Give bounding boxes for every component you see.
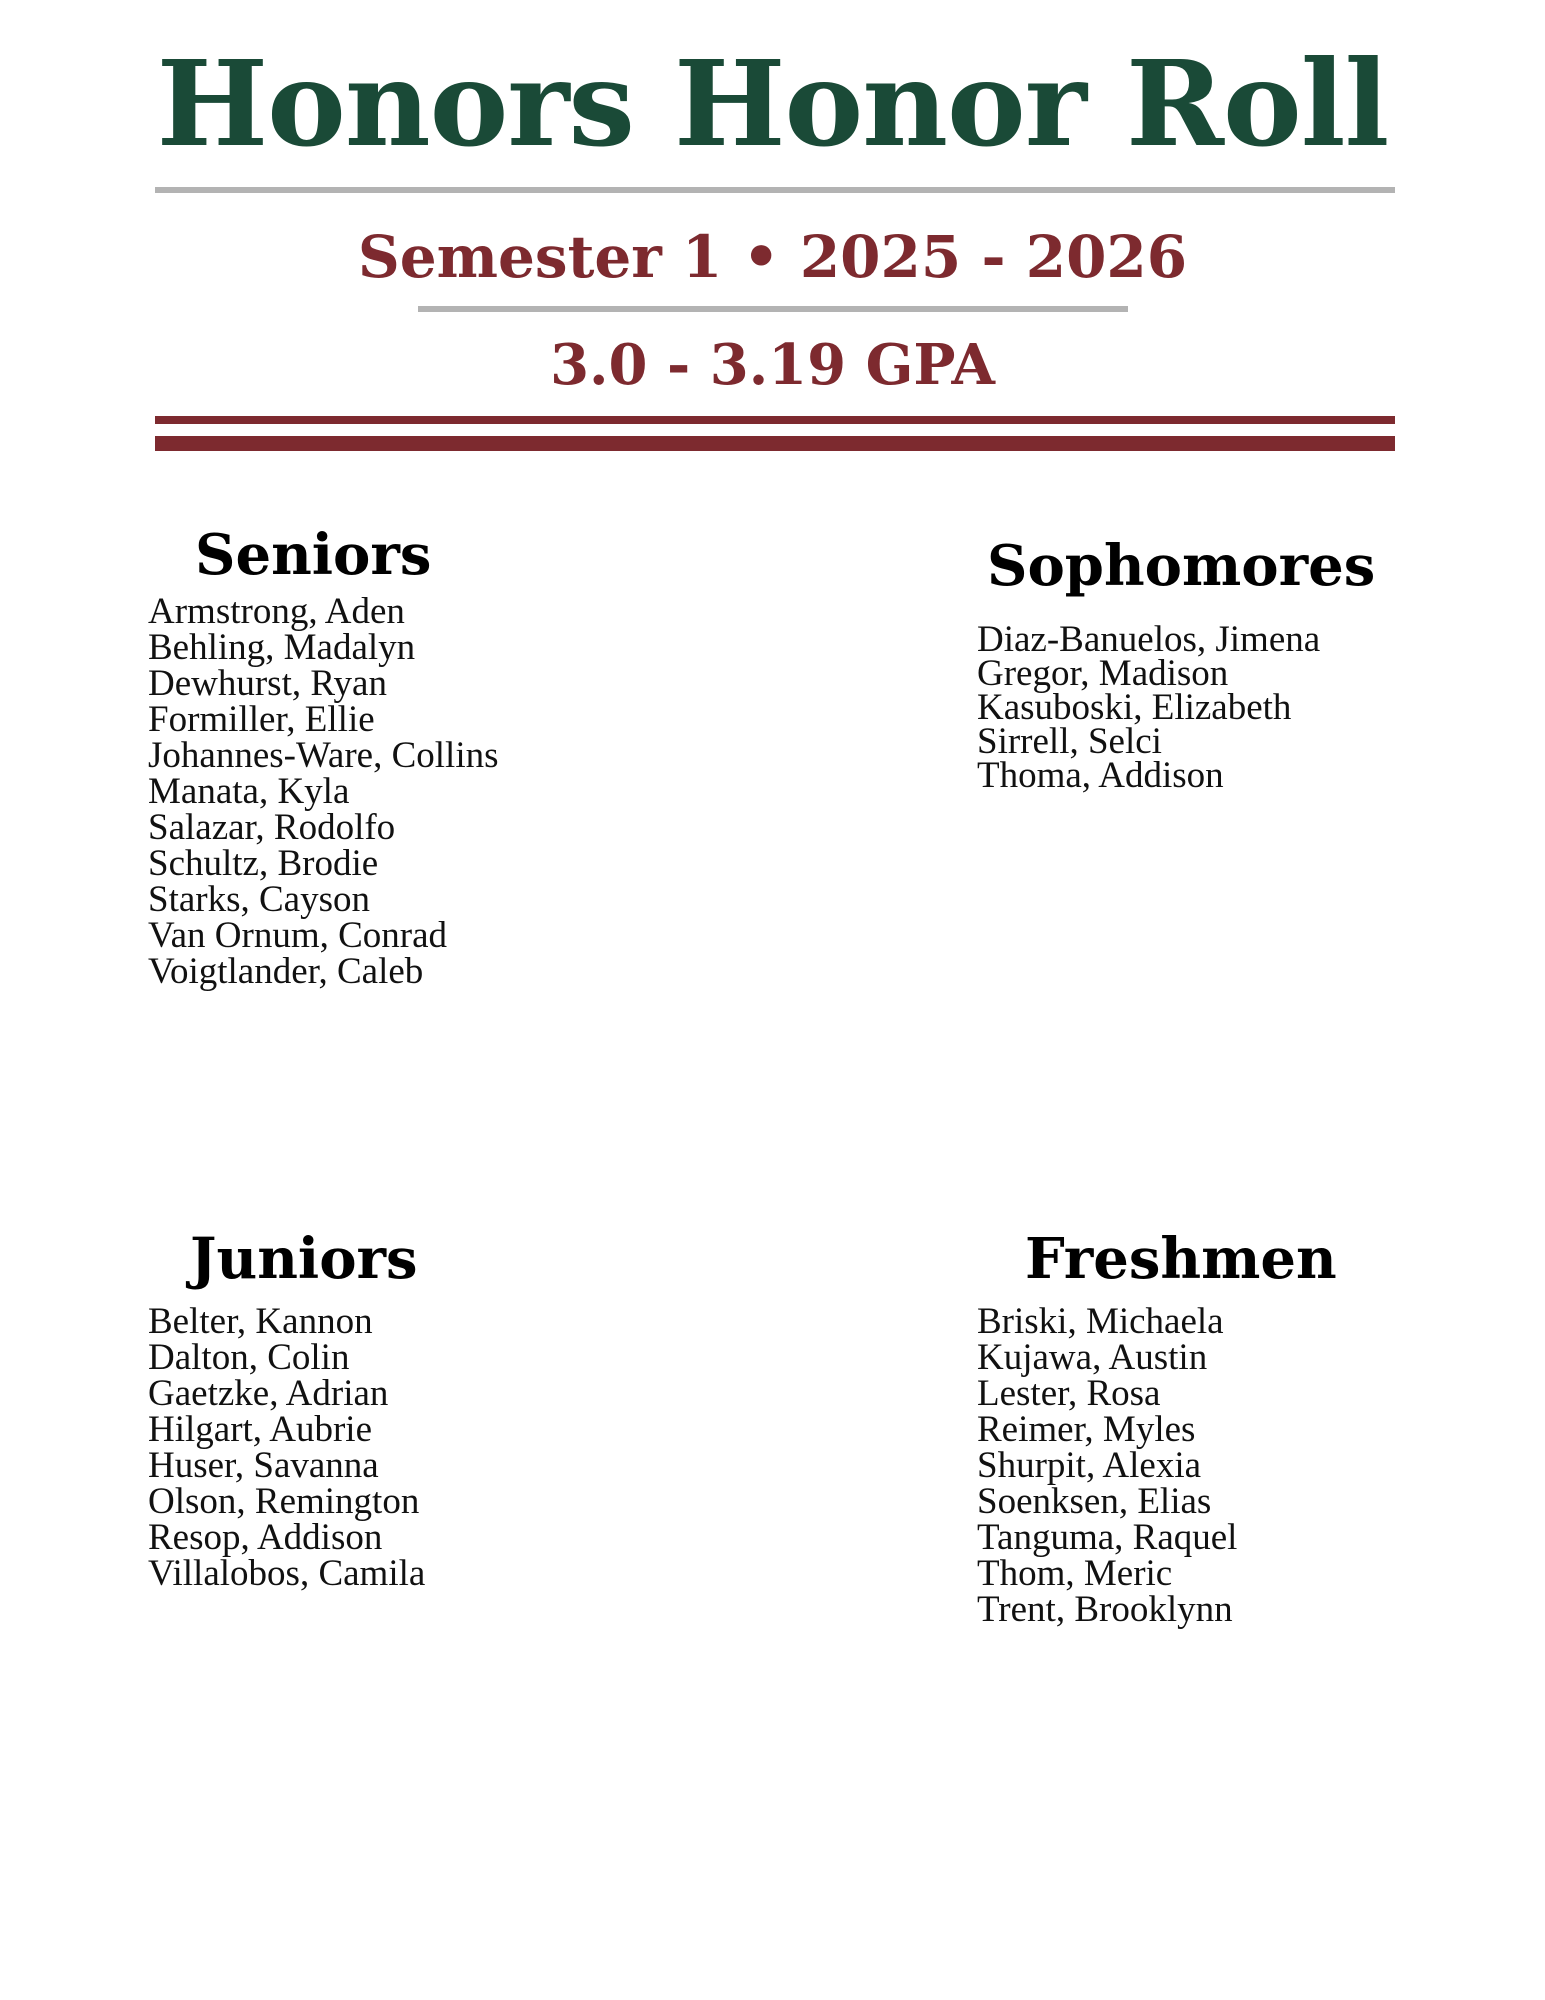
page-title: Honors Honor Roll bbox=[156, 34, 1389, 173]
juniors-name-list bbox=[148, 1301, 426, 1594]
sophomores-heading: Sophomores bbox=[987, 533, 1376, 599]
list-item: Thom, Meric bbox=[977, 1553, 1173, 1594]
list-item: Gaetzke, Adrian bbox=[148, 1373, 389, 1414]
freshmen-section bbox=[977, 1226, 1337, 1628]
list-item: Dewhurst, Ryan bbox=[148, 663, 387, 704]
list-item: Van Ornum, Conrad bbox=[148, 915, 448, 956]
freshmen-heading: Freshmen bbox=[1025, 1226, 1337, 1292]
list-item: Behling, Madalyn bbox=[148, 627, 416, 668]
seniors-name-list bbox=[148, 591, 499, 992]
list-item: Reimer, Myles bbox=[977, 1409, 1196, 1450]
list-item: Huser, Savanna bbox=[148, 1445, 379, 1486]
list-item: Formiller, Ellie bbox=[148, 699, 375, 740]
list-item: Kasuboski, Elizabeth bbox=[977, 687, 1292, 728]
juniors-heading: Juniors bbox=[190, 1226, 418, 1292]
list-item: Belter, Kannon bbox=[148, 1301, 373, 1342]
list-item: Olson, Remington bbox=[148, 1481, 420, 1522]
list-item: Sirrell, Selci bbox=[977, 721, 1162, 762]
list-item: Salazar, Rodolfo bbox=[148, 807, 396, 848]
gpa-range: 3.0 - 3.19 GPA bbox=[550, 332, 995, 398]
list-item: Schultz, Brodie bbox=[148, 843, 379, 884]
list-item: Manata, Kyla bbox=[148, 771, 350, 812]
seniors-heading: Seniors bbox=[195, 522, 432, 588]
list-item: Kujawa, Austin bbox=[977, 1337, 1208, 1378]
title-divider bbox=[155, 187, 1395, 193]
list-item: Shurpit, Alexia bbox=[977, 1445, 1202, 1486]
list-item: Soenksen, Elias bbox=[977, 1481, 1212, 1522]
list-item: Lester, Rosa bbox=[977, 1373, 1161, 1414]
subtitle-divider bbox=[418, 306, 1128, 312]
semester-subtitle: Semester 1 • 2025 - 2026 bbox=[357, 223, 1188, 291]
freshmen-name-list bbox=[977, 1301, 1337, 1630]
list-item: Resop, Addison bbox=[148, 1517, 383, 1558]
list-item: Johannes-Ware, Collins bbox=[148, 735, 499, 776]
list-item: Gregor, Madison bbox=[977, 653, 1229, 694]
list-item: Trent, Brooklynn bbox=[977, 1589, 1233, 1630]
header-rule-thick bbox=[155, 436, 1395, 451]
list-item: Dalton, Colin bbox=[148, 1337, 350, 1378]
list-item: Briski, Michaela bbox=[977, 1301, 1224, 1342]
list-item: Diaz-Banuelos, Jimena bbox=[977, 619, 1321, 660]
list-item: Voigtlander, Caleb bbox=[148, 951, 424, 992]
list-item: Hilgart, Aubrie bbox=[148, 1409, 373, 1450]
juniors-section bbox=[148, 1226, 425, 1592]
list-item: Starks, Cayson bbox=[148, 879, 370, 920]
sophomores-section bbox=[977, 533, 1376, 796]
list-item: Thoma, Addison bbox=[977, 755, 1224, 796]
seniors-section bbox=[148, 522, 499, 990]
list-item: Armstrong, Aden bbox=[148, 591, 405, 632]
list-item: Tanguma, Raquel bbox=[977, 1517, 1238, 1558]
list-item: Villalobos, Camila bbox=[148, 1553, 426, 1594]
sophomores-name-list bbox=[977, 619, 1375, 796]
header-rule-thin bbox=[155, 416, 1395, 424]
